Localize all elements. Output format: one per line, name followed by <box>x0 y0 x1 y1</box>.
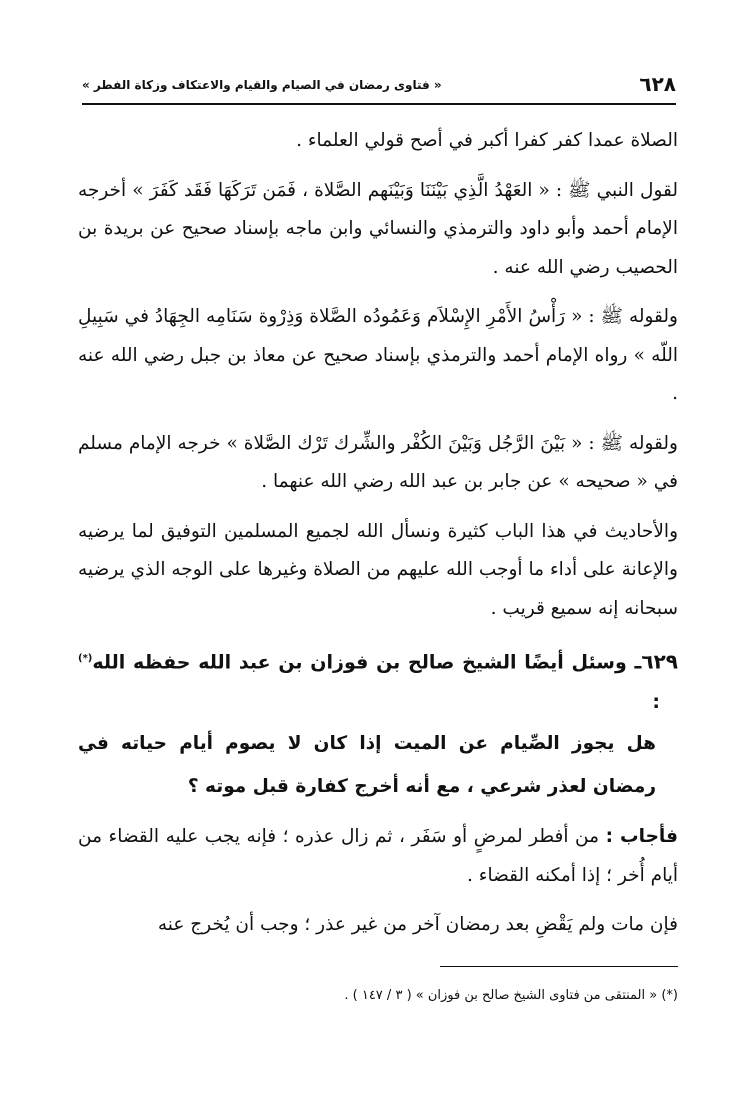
question-text: هل يجوز الصِّيام عن الميت إذا كان لا يصوم أيام حياته في رمضان لعذر شرعي ، مع أنه أخرج كفارة قبل موته ؟ <box>78 733 656 798</box>
body-text <box>78 122 678 956</box>
question-title: وسئل أيضًا الشيخ صالح بن فوزان بن عبد الله حفظه الله <box>92 651 627 674</box>
answer-label: فأجاب : <box>605 826 678 848</box>
paragraph: والأحاديث في هذا الباب كثيرة ونسأل الله لجميع المسلمين التوفيق لما يرضيه والإعانة على أداء ما أوجب الله عليهم من الصلاة وغيرها على الوجه الذي يرضيه سبحانه إنه سميع قريب . <box>78 520 678 619</box>
question-colon: : <box>652 691 660 714</box>
page-number: ٦٢٨ <box>639 72 676 96</box>
paragraph: ولقوله ﷺ : « رَأْسُ الأَمْرِ الإِسْلاَم وَعَمُودُه الصَّلاة وَذِرْوة سَنَامِه الجِهَادُ في سَبِيلِ اللّه » رواه الإمام أحمد والترمذي بإسناد صحيح عن معاذ بن جبل رضي الله عنه . <box>78 306 678 404</box>
running-title: « فتاوى رمضان في الصيام والقيام والاعتكاف وزكاة الفطر » <box>82 78 442 92</box>
footnote: (*) « المنتقى من فتاوى الشيخ صالح بن فوزان » ( ٣ / ١٤٧ ) . <box>344 988 678 1003</box>
question-block <box>78 639 678 808</box>
answer-continuation: فإن مات ولم يَقْضِ بعد رمضان آخر من غير عذر ؛ وجب أن يُخرج عنه <box>157 914 678 936</box>
paragraph: ولقوله ﷺ : « بَيْنَ الرَّجُل وَبَيْنَ الكُفْر والشِّرك تَرْك الصَّلاة » خرجه الإمام مسلم في « صحيحه » عن جابر بن عبد الله رضي الله عنهما . <box>78 432 678 492</box>
question-heading <box>78 639 678 722</box>
footnote-marker: (*) <box>78 653 93 664</box>
page-header <box>82 72 676 100</box>
answer-text: من أفطر لمرضٍ أو سَفَر ، ثم زال عذره ؛ فإنه يجب عليه القضاء من أيام أُخر ؛ إذا أمكنه القضاء . <box>78 826 678 886</box>
header-rule <box>82 103 676 105</box>
footnote-rule <box>440 966 678 967</box>
answer-paragraph <box>78 818 678 895</box>
paragraph: لقول النبي ﷺ : « العَهْدُ الَّذِي بَيْنَنَا وَبَيْنَهم الصَّلاة ، فَمَن تَرَكَهَا فَقَد كَفَرَ » أخرجه الإمام أحمد وأبو داود والترمذي والنسائي وابن ماجه بإسناد صحيح عن بريدة بن الحصيب رضي الله عنه . <box>78 179 678 278</box>
paragraph: الصلاة عمدا كفر كفرا أكبر في أصح قولي العلماء . <box>296 130 678 151</box>
question-number: ٦٢٩ـ <box>634 649 678 674</box>
